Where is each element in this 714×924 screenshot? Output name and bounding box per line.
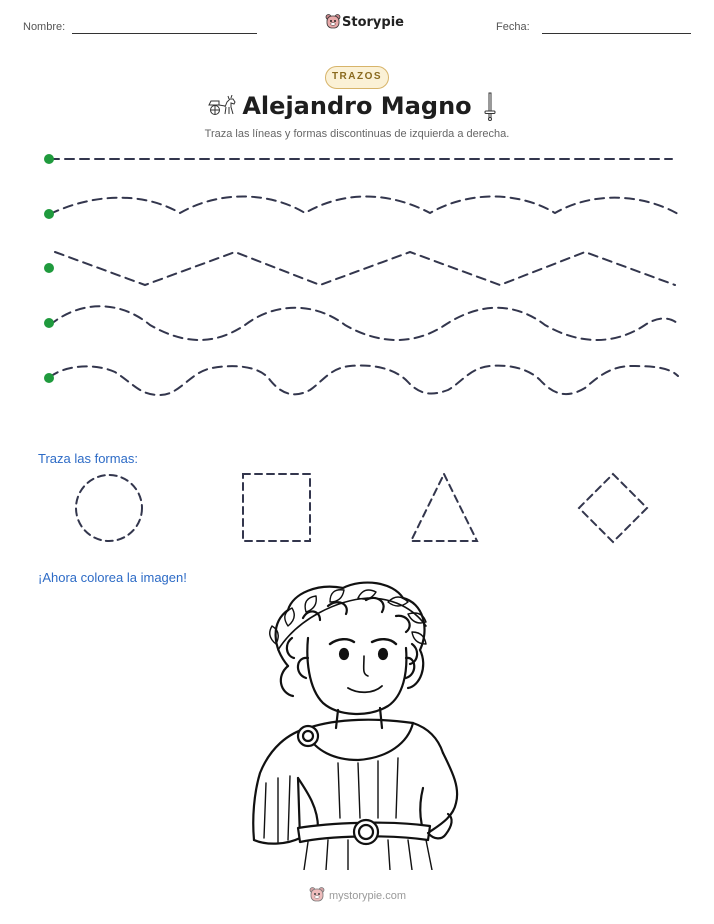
worksheet-type-badge: TRAZOS xyxy=(325,66,389,89)
start-dot xyxy=(44,154,54,164)
tracing-line-bumpy-wave[interactable] xyxy=(50,366,678,395)
start-dot xyxy=(44,263,54,273)
tracing-line-wave[interactable] xyxy=(50,306,678,340)
trace-shape-diamond[interactable] xyxy=(579,474,647,542)
name-line[interactable] xyxy=(72,33,257,34)
brand-name: Storypie xyxy=(342,15,404,30)
tracing-lines-area xyxy=(0,140,714,400)
trace-shape-triangle[interactable] xyxy=(411,474,477,541)
storypie-bear-icon xyxy=(309,886,325,903)
instructions: Traza las líneas y formas discontinuas de izquierda a derecha. xyxy=(204,128,510,140)
alexander-coloring-image[interactable] xyxy=(248,578,466,870)
tracing-shapes-area xyxy=(0,468,714,548)
name-label: Nombre: xyxy=(23,21,66,33)
date-line[interactable] xyxy=(542,33,691,34)
tracing-line-zigzag[interactable] xyxy=(55,252,675,285)
start-dot xyxy=(44,209,54,219)
start-dot xyxy=(44,373,54,383)
trace-shape-circle[interactable] xyxy=(76,475,142,541)
coloring-section-label: ¡Ahora colorea la imagen! xyxy=(38,570,187,585)
sword-icon xyxy=(483,91,497,121)
footer-site-link[interactable]: mystorypie.com xyxy=(329,890,407,902)
storypie-bear-icon xyxy=(325,13,341,30)
page-title: Alejandro Magno xyxy=(242,92,472,120)
start-dot xyxy=(44,318,54,328)
date-label: Fecha: xyxy=(496,21,530,33)
trace-shape-square[interactable] xyxy=(243,474,310,541)
chariot-icon xyxy=(207,95,239,117)
shapes-section-label: Traza las formas: xyxy=(38,451,138,466)
tracing-line-gentle-wave[interactable] xyxy=(50,196,678,214)
